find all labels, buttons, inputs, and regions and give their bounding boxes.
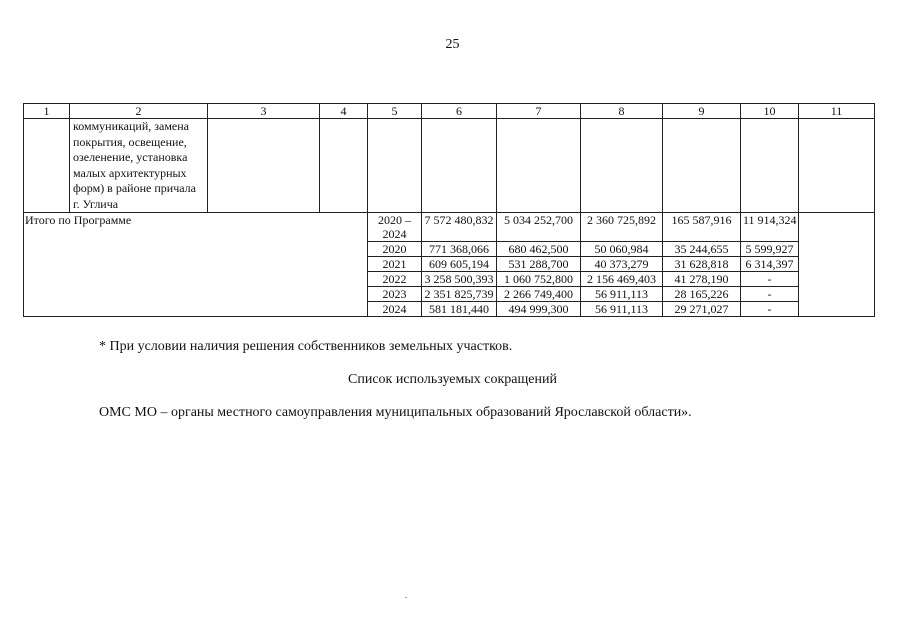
amount-cell: 609 605,194 [422, 257, 497, 272]
amount-cell: 581 181,440 [422, 302, 497, 317]
amount-cell: 2 360 725,892 [581, 213, 663, 242]
amount-cell: 771 368,066 [422, 242, 497, 257]
year-cell: 2020 [368, 242, 422, 257]
abbreviations-heading: Список используемых сокращений [348, 372, 557, 387]
column-number-cell: 10 [741, 104, 799, 119]
year-cell: 2021 [368, 257, 422, 272]
empty-cell [422, 119, 497, 213]
page-number: 25 [445, 37, 460, 52]
column-number-cell: 2 [70, 104, 208, 119]
amount-cell: 1 060 752,800 [497, 272, 581, 287]
amount-cell: - [741, 287, 799, 302]
column-number-cell: 4 [320, 104, 368, 119]
amount-cell: 165 587,916 [663, 213, 741, 242]
empty-cell [368, 119, 422, 213]
empty-cell [799, 119, 875, 213]
column-number-cell: 3 [208, 104, 320, 119]
amount-cell: 11 914,324 [741, 213, 799, 242]
amount-cell: 56 911,113 [581, 302, 663, 317]
empty-cell [663, 119, 741, 213]
empty-cell [24, 119, 70, 213]
amount-cell: 29 271,027 [663, 302, 741, 317]
amount-cell: 6 314,397 [741, 257, 799, 272]
amount-cell: 494 999,300 [497, 302, 581, 317]
column-number-cell: 6 [422, 104, 497, 119]
amount-cell: 680 462,500 [497, 242, 581, 257]
footnote: * При условии наличия решения собственников земельных участков. [99, 339, 513, 354]
amount-cell: 56 911,113 [581, 287, 663, 302]
amount-cell: 5 034 252,700 [497, 213, 581, 242]
year-cell: 2024 [368, 302, 422, 317]
amount-cell: - [741, 302, 799, 317]
year-cell: 2023 [368, 287, 422, 302]
empty-cell [208, 119, 320, 213]
budget-table [23, 103, 875, 317]
amount-cell: 28 165,226 [663, 287, 741, 302]
empty-cell [741, 119, 799, 213]
amount-cell: 40 373,279 [581, 257, 663, 272]
abbreviation-item: ОМС МО – органы местного самоуправления муниципальных образований Ярославской области». [99, 405, 692, 420]
empty-cell [581, 119, 663, 213]
total-label: Итого по Программе [24, 213, 368, 317]
column-number-row [24, 104, 875, 119]
column-number-cell: 5 [368, 104, 422, 119]
column-number-cell: 11 [799, 104, 875, 119]
year-cell: 2020 – 2024 [368, 213, 422, 242]
amount-cell: - [741, 272, 799, 287]
amount-cell: 5 599,927 [741, 242, 799, 257]
empty-cell [320, 119, 368, 213]
amount-cell: 531 288,700 [497, 257, 581, 272]
amount-cell: 2 266 749,400 [497, 287, 581, 302]
amount-cell: 7 572 480,832 [422, 213, 497, 242]
year-cell: 2022 [368, 272, 422, 287]
amount-cell: 2 351 825,739 [422, 287, 497, 302]
scan-artifact [405, 597, 407, 598]
amount-cell: 31 628,818 [663, 257, 741, 272]
amount-cell: 2 156 469,403 [581, 272, 663, 287]
continuation-row [24, 119, 875, 213]
column-number-cell: 7 [497, 104, 581, 119]
empty-cell [497, 119, 581, 213]
amount-cell: 35 244,655 [663, 242, 741, 257]
amount-cell: 3 258 500,393 [422, 272, 497, 287]
empty-cell [799, 213, 875, 317]
total-row [24, 213, 875, 242]
column-number-cell: 8 [581, 104, 663, 119]
continuation-description: коммуникаций, замена покрытия, освещение, озеленение, установка малых архитектурных форм) в районе причала г. Углича [70, 119, 208, 213]
column-number-cell: 1 [24, 104, 70, 119]
amount-cell: 41 278,190 [663, 272, 741, 287]
amount-cell: 50 060,984 [581, 242, 663, 257]
column-number-cell: 9 [663, 104, 741, 119]
